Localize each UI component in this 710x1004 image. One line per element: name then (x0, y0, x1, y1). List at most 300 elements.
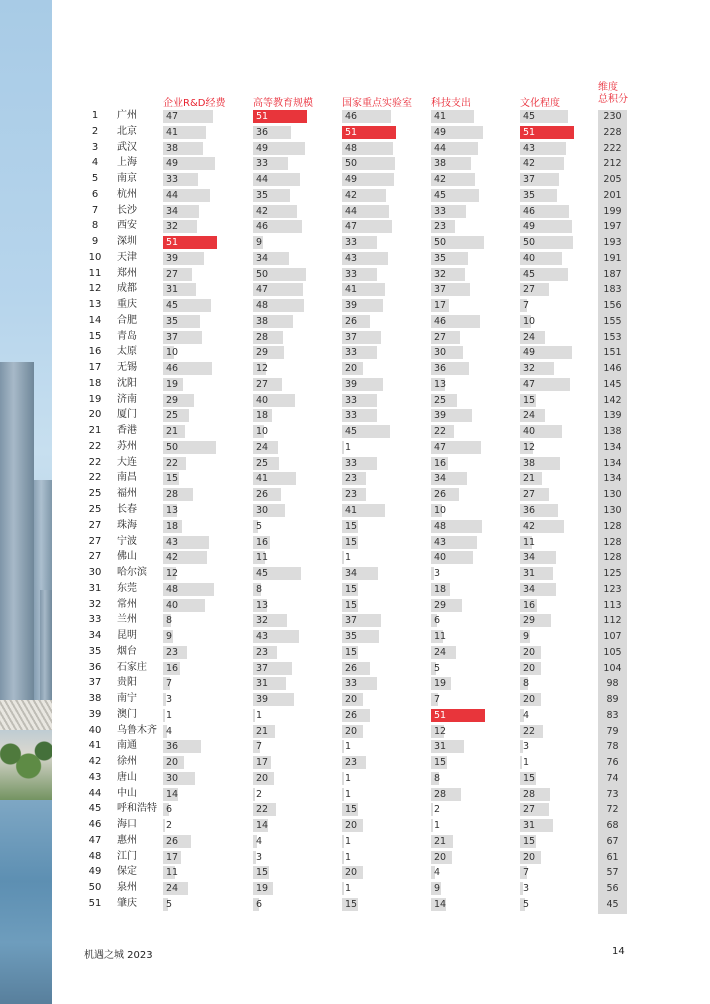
score-value: 32 (434, 268, 447, 280)
score-value: 24 (166, 883, 179, 895)
score-value: 13 (166, 505, 179, 516)
score-value: 23 (166, 646, 179, 658)
table-row (0, 392, 710, 408)
total-value: 134 (603, 457, 622, 469)
score-bar (342, 740, 344, 753)
table-row (0, 234, 710, 250)
score-value: 41 (434, 111, 447, 122)
total-header-line1: 维度 (598, 82, 618, 93)
total-header-line2: 总积分 (598, 94, 628, 105)
score-value: 5 (256, 520, 263, 532)
score-value: 1 (345, 772, 352, 784)
score-value: 13 (434, 378, 447, 390)
total-value: 201 (603, 189, 622, 201)
score-value: 15 (434, 757, 447, 769)
rank-cell: 25 (88, 504, 102, 515)
score-value: 36 (523, 505, 536, 516)
city-cell: 成都 (117, 283, 137, 295)
total-cell (598, 567, 627, 580)
score-value: 33 (345, 237, 358, 249)
page-number: 14 (612, 946, 625, 957)
score-value: 39 (345, 378, 358, 390)
table-row (0, 344, 710, 360)
rank-cell: 48 (88, 850, 102, 862)
rank-cell: 13 (88, 299, 102, 311)
table-row (0, 407, 710, 423)
score-value: 47 (523, 378, 536, 390)
score-value: 16 (434, 457, 447, 469)
total-cell (598, 536, 627, 549)
total-value: 156 (603, 300, 622, 312)
total-value: 112 (603, 615, 622, 627)
total-value: 78 (606, 741, 619, 753)
score-value: 20 (523, 694, 536, 706)
table-row (0, 691, 710, 707)
table-row (0, 549, 710, 565)
total-cell (598, 346, 627, 359)
score-value: 28 (523, 788, 536, 800)
score-value: 25 (166, 410, 179, 422)
total-value: 212 (603, 158, 622, 170)
column-header-education: 高等教育规模 (253, 98, 313, 109)
table-row (0, 470, 710, 486)
score-value: 39 (434, 410, 447, 422)
city-cell: 沈阳 (117, 377, 137, 389)
score-value: 12 (434, 725, 447, 737)
score-value: 13 (256, 599, 269, 611)
score-value: 36 (256, 126, 269, 138)
column-header-culture: 文化程度 (520, 98, 560, 109)
score-value: 15 (256, 867, 269, 879)
rank-cell: 22 (88, 456, 102, 468)
score-value: 50 (256, 268, 269, 280)
score-value: 20 (434, 851, 447, 863)
total-value: 79 (606, 725, 619, 737)
table-row (0, 864, 710, 880)
total-cell (598, 283, 627, 296)
score-value: 26 (166, 835, 179, 847)
score-value: 26 (345, 709, 358, 721)
total-cell (598, 236, 627, 249)
total-cell (598, 472, 627, 485)
city-cell: 唐山 (117, 771, 137, 783)
score-value: 28 (166, 489, 179, 501)
score-value: 38 (166, 142, 179, 154)
score-value: 1 (345, 851, 352, 863)
table-row (0, 203, 710, 219)
table-row (0, 187, 710, 203)
total-value: 199 (603, 205, 622, 217)
rank-cell: 34 (88, 630, 102, 642)
total-value: 183 (603, 284, 622, 296)
total-cell (598, 583, 627, 596)
table-row (0, 770, 710, 786)
score-value: 31 (523, 820, 536, 832)
total-value: 130 (603, 505, 622, 516)
city-cell: 乌鲁木齐 (117, 724, 157, 736)
rank-cell: 10 (88, 251, 102, 263)
score-value: 37 (345, 615, 358, 627)
score-bar (431, 819, 433, 832)
rank-cell: 37 (88, 677, 102, 689)
score-value: 49 (523, 221, 536, 233)
score-value: 15 (345, 599, 358, 611)
total-value: 68 (606, 820, 619, 832)
city-cell: 东莞 (117, 582, 137, 594)
score-value: 19 (256, 883, 269, 895)
score-value: 1 (256, 709, 263, 721)
total-cell (598, 851, 627, 864)
total-cell (598, 630, 627, 643)
total-value: 128 (603, 536, 622, 548)
city-cell: 贵阳 (117, 677, 137, 689)
score-value: 33 (166, 174, 179, 186)
city-cell: 郑州 (117, 267, 137, 279)
score-value: 23 (345, 757, 358, 769)
rank-cell: 17 (88, 362, 102, 374)
total-value: 146 (603, 363, 622, 375)
total-value: 105 (603, 646, 622, 658)
score-bar (342, 851, 344, 864)
score-bar (253, 709, 255, 722)
total-value: 45 (606, 899, 619, 910)
score-value: 1 (166, 709, 173, 721)
score-value: 11 (166, 867, 179, 879)
column-header-labs: 国家重点实验室 (342, 98, 412, 109)
score-value: 1 (345, 788, 352, 800)
score-value: 27 (434, 331, 447, 343)
table-row (0, 171, 710, 187)
rank-cell: 42 (88, 756, 102, 768)
total-cell (598, 299, 627, 312)
score-value: 7 (523, 867, 530, 879)
score-value: 23 (345, 489, 358, 501)
rank-cell: 5 (91, 173, 99, 185)
score-value: 45 (523, 111, 536, 122)
score-value: 34 (434, 473, 447, 485)
table-row (0, 644, 710, 660)
rank-cell: 9 (91, 236, 99, 248)
score-value: 45 (256, 568, 269, 580)
score-value: 23 (256, 646, 269, 658)
total-cell (598, 157, 627, 170)
rank-cell: 6 (91, 188, 99, 200)
total-cell (598, 788, 627, 801)
table-row (0, 786, 710, 802)
table-row (0, 534, 710, 550)
table-row (0, 376, 710, 392)
score-value: 35 (523, 189, 536, 201)
rank-cell: 25 (88, 488, 102, 500)
score-value: 20 (345, 725, 358, 737)
score-value: 3 (166, 694, 173, 706)
score-value: 35 (256, 189, 269, 201)
score-value: 2 (256, 788, 263, 800)
score-value: 4 (256, 835, 263, 847)
score-value: 14 (434, 899, 447, 910)
total-cell (598, 268, 627, 281)
score-value: 46 (434, 315, 447, 327)
rank-cell: 11 (88, 267, 102, 279)
total-cell (598, 126, 627, 139)
score-value: 37 (256, 662, 269, 674)
score-value: 50 (166, 441, 179, 453)
score-value: 5 (434, 662, 441, 674)
score-value: 45 (523, 268, 536, 280)
rank-cell: 31 (88, 582, 102, 594)
city-cell: 广州 (117, 110, 137, 121)
score-value: 15 (345, 583, 358, 595)
table-row (0, 723, 710, 739)
column-header-tech-spending: 科技支出 (431, 98, 471, 109)
score-value: 45 (345, 426, 358, 438)
score-value: 44 (345, 205, 358, 217)
score-value: 51 (256, 111, 269, 122)
rank-cell: 33 (88, 614, 102, 626)
total-cell (598, 835, 627, 848)
total-value: 145 (603, 378, 622, 390)
rank-cell: 43 (88, 771, 102, 783)
total-cell (598, 315, 627, 328)
score-value: 31 (523, 568, 536, 580)
score-value: 40 (256, 394, 269, 406)
score-value: 16 (523, 599, 536, 611)
table-row (0, 801, 710, 817)
total-cell (598, 677, 627, 690)
score-value: 19 (166, 378, 179, 390)
score-value: 42 (256, 205, 269, 217)
city-cell: 徐州 (117, 756, 137, 768)
score-value: 33 (256, 158, 269, 170)
score-value: 30 (256, 505, 269, 516)
score-value: 51 (345, 126, 358, 138)
total-value: 83 (606, 709, 619, 721)
city-cell: 佛山 (117, 551, 137, 563)
score-value: 35 (434, 252, 447, 264)
city-cell: 江门 (117, 850, 137, 862)
rank-cell: 2 (91, 125, 99, 137)
score-value: 21 (166, 426, 179, 438)
score-value: 47 (434, 441, 447, 453)
score-value: 22 (434, 426, 447, 438)
total-cell (598, 772, 627, 785)
total-cell (598, 520, 627, 533)
total-value: 130 (603, 489, 622, 501)
rank-cell: 47 (88, 834, 102, 846)
total-cell (598, 189, 627, 202)
score-value: 47 (345, 221, 358, 233)
score-value: 1 (523, 757, 530, 769)
city-cell: 宁波 (117, 535, 137, 547)
score-value: 7 (256, 741, 263, 753)
score-value: 18 (434, 583, 447, 595)
score-bar (342, 441, 344, 454)
city-cell: 南宁 (117, 693, 137, 705)
rank-cell: 50 (88, 882, 102, 894)
city-cell: 西安 (117, 220, 137, 232)
score-value: 49 (166, 158, 179, 170)
city-cell: 无锡 (117, 362, 137, 374)
score-value: 49 (523, 347, 536, 359)
score-value: 20 (256, 772, 269, 784)
score-value: 1 (434, 820, 441, 832)
score-value: 1 (345, 552, 352, 564)
score-value: 17 (434, 300, 447, 312)
score-value: 49 (256, 142, 269, 154)
score-value: 11 (523, 536, 536, 548)
total-value: 98 (606, 678, 619, 690)
city-cell: 杭州 (117, 188, 137, 200)
table-row (0, 329, 710, 345)
rank-cell: 3 (91, 141, 99, 153)
score-value: 25 (434, 394, 447, 406)
total-cell (598, 709, 627, 722)
score-value: 43 (256, 631, 269, 643)
score-value: 20 (523, 646, 536, 658)
total-cell (598, 898, 627, 911)
score-value: 23 (345, 473, 358, 485)
table-row (0, 218, 710, 234)
total-cell (598, 803, 627, 816)
city-cell: 南通 (117, 740, 137, 752)
total-cell (598, 614, 627, 627)
city-cell: 长春 (117, 504, 137, 515)
score-value: 20 (166, 757, 179, 769)
score-value: 50 (345, 158, 358, 170)
score-value: 39 (256, 694, 269, 706)
rank-cell: 41 (88, 740, 102, 752)
score-value: 16 (256, 536, 269, 548)
total-value: 61 (606, 851, 619, 863)
score-value: 32 (523, 363, 536, 375)
table-row (0, 266, 710, 282)
score-value: 2 (434, 804, 441, 816)
score-value: 9 (523, 631, 530, 643)
score-value: 40 (434, 552, 447, 564)
rank-cell: 45 (88, 803, 102, 815)
score-bar (342, 772, 344, 785)
city-cell: 长沙 (117, 204, 137, 216)
score-value: 39 (345, 300, 358, 312)
score-value: 48 (434, 520, 447, 532)
table-row (0, 738, 710, 754)
score-value: 28 (256, 331, 269, 343)
city-cell: 保定 (117, 866, 137, 878)
table-row (0, 423, 710, 439)
score-value: 3 (523, 883, 530, 895)
city-cell: 太原 (117, 346, 137, 358)
score-bar (163, 709, 165, 722)
score-value: 25 (256, 457, 269, 469)
score-value: 10 (166, 347, 179, 359)
score-value: 33 (345, 347, 358, 359)
city-cell: 香港 (117, 425, 137, 437)
score-value: 4 (166, 725, 173, 737)
rank-cell: 1 (91, 110, 99, 121)
table-row (0, 581, 710, 597)
score-value: 44 (166, 189, 179, 201)
score-value: 40 (523, 426, 536, 438)
city-cell: 石家庄 (117, 661, 147, 673)
score-value: 33 (345, 394, 358, 406)
rank-cell: 32 (88, 598, 102, 610)
score-value: 8 (434, 772, 441, 784)
table-row (0, 628, 710, 644)
rank-cell: 18 (88, 377, 102, 389)
table-row (0, 360, 710, 376)
total-value: 205 (603, 174, 622, 186)
score-value: 38 (434, 158, 447, 170)
total-value: 222 (603, 142, 622, 154)
score-value: 42 (166, 552, 179, 564)
score-value: 29 (166, 394, 179, 406)
score-value: 15 (523, 394, 536, 406)
score-value: 44 (434, 142, 447, 154)
table-row (0, 455, 710, 471)
total-cell (598, 551, 627, 564)
score-value: 49 (345, 174, 358, 186)
score-value: 23 (434, 221, 447, 233)
score-value: 37 (345, 331, 358, 343)
total-cell (598, 394, 627, 407)
total-cell (598, 599, 627, 612)
rank-cell: 27 (88, 519, 102, 531)
total-cell (598, 488, 627, 501)
score-value: 22 (166, 457, 179, 469)
score-bar (520, 756, 522, 769)
score-value: 27 (256, 378, 269, 390)
city-cell: 中山 (117, 787, 137, 799)
total-value: 74 (606, 772, 619, 784)
score-value: 37 (523, 174, 536, 186)
score-value: 50 (434, 237, 447, 249)
total-value: 153 (603, 331, 622, 343)
score-bar (342, 882, 344, 895)
score-value: 15 (345, 536, 358, 548)
score-value: 35 (345, 631, 358, 643)
score-value: 48 (166, 583, 179, 595)
score-value: 21 (523, 473, 536, 485)
table-row (0, 124, 710, 140)
score-value: 27 (523, 489, 536, 501)
score-value: 15 (345, 899, 358, 910)
city-cell: 福州 (117, 488, 137, 500)
score-value: 34 (523, 583, 536, 595)
city-cell: 合肥 (117, 314, 137, 326)
score-value: 9 (166, 631, 173, 643)
score-value: 15 (523, 835, 536, 847)
city-cell: 上海 (117, 157, 137, 169)
score-value: 15 (345, 520, 358, 532)
score-value: 15 (345, 804, 358, 816)
city-cell: 南昌 (117, 472, 137, 484)
score-value: 21 (256, 725, 269, 737)
score-value: 33 (345, 457, 358, 469)
score-value: 35 (166, 315, 179, 327)
score-value: 31 (256, 678, 269, 690)
rank-cell: 35 (88, 645, 102, 657)
footer-title: 机遇之城 2023 (84, 950, 153, 961)
score-value: 38 (523, 457, 536, 469)
score-value: 40 (523, 252, 536, 264)
table-row (0, 817, 710, 833)
score-value: 27 (523, 804, 536, 816)
total-value: 76 (606, 757, 619, 769)
score-value: 15 (345, 646, 358, 658)
score-value: 18 (256, 410, 269, 422)
score-value: 10 (256, 426, 269, 438)
score-value: 47 (256, 284, 269, 296)
